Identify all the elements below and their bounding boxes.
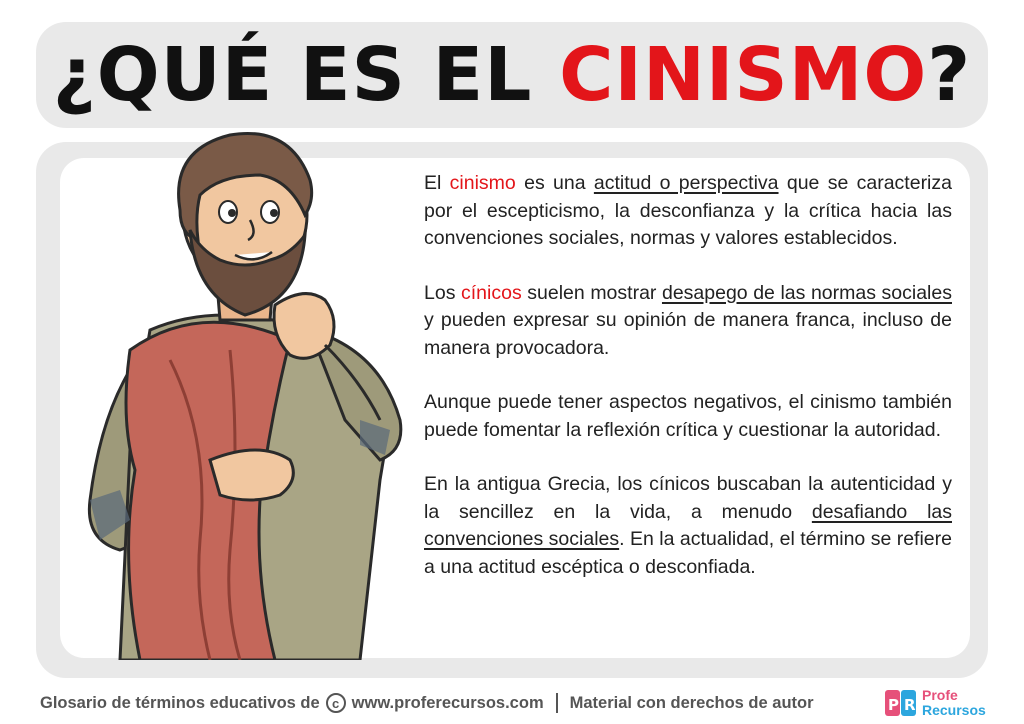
p1-text-b: es una	[515, 172, 594, 194]
paragraph-1	[424, 170, 952, 253]
footer	[40, 690, 880, 716]
pr-logo-icon	[884, 687, 918, 719]
cynic-philosopher-illustration	[60, 120, 420, 660]
p2-text-b: suelen mostrar	[521, 281, 662, 304]
p3-text: Aunque puede tener aspectos negativos, el cinismo también puede fomentar la reflexión crítica y cuestionar la autoridad.	[424, 391, 952, 441]
p2-text-a: Los	[424, 281, 462, 304]
footer-rights: Material con derechos de autor	[569, 693, 814, 712]
p1-text-c: que se caracteriza por el escepticismo, la desconfianza y la crítica hacia las convenciones sociales, normas y valores establecidos.	[424, 172, 952, 249]
copyright-icon: c	[326, 693, 346, 713]
title-post: ?	[927, 32, 972, 118]
paragraph-4	[424, 471, 952, 581]
p2-text-c: y pueden expresar su opinión de manera franca, incluso de manera provocadora.	[424, 309, 952, 359]
definition-text	[424, 170, 952, 608]
p1-term: cinismo	[449, 172, 516, 194]
p2-term: cínicos	[461, 281, 522, 304]
svg-text:P: P	[888, 696, 899, 714]
p2-underlined: desapego de las normas sociales	[661, 281, 952, 304]
logo-line2: Recursos	[922, 702, 986, 718]
p1-text-a: El	[424, 172, 450, 194]
p4-underlined: desafiando las convenciones sociales	[424, 500, 952, 550]
footer-website[interactable]: www.proferecursos.com	[351, 693, 544, 712]
title-pre: ¿QUÉ ES EL	[52, 32, 560, 118]
p4-text-c: . En la actualidad, el término se refiere a una actitud escéptica o desconfiada.	[424, 528, 952, 578]
footer-glossary: Glosario de términos educativos de	[40, 693, 320, 712]
logo-line1: Profe	[922, 687, 958, 703]
footer-divider	[556, 693, 558, 713]
p4-text-a: En la antigua Grecia, los cínicos buscaban la autenticidad y la sencillez en la vida, a menudo	[424, 473, 952, 523]
title-bar	[36, 22, 988, 128]
paragraph-3	[424, 389, 952, 444]
profe-recursos-logo	[884, 687, 994, 719]
svg-text:R: R	[904, 696, 916, 714]
p1-underlined: actitud o perspectiva	[593, 172, 779, 194]
page-title	[53, 32, 971, 118]
paragraph-2	[424, 280, 952, 363]
title-highlight: CINISMO	[559, 32, 928, 118]
